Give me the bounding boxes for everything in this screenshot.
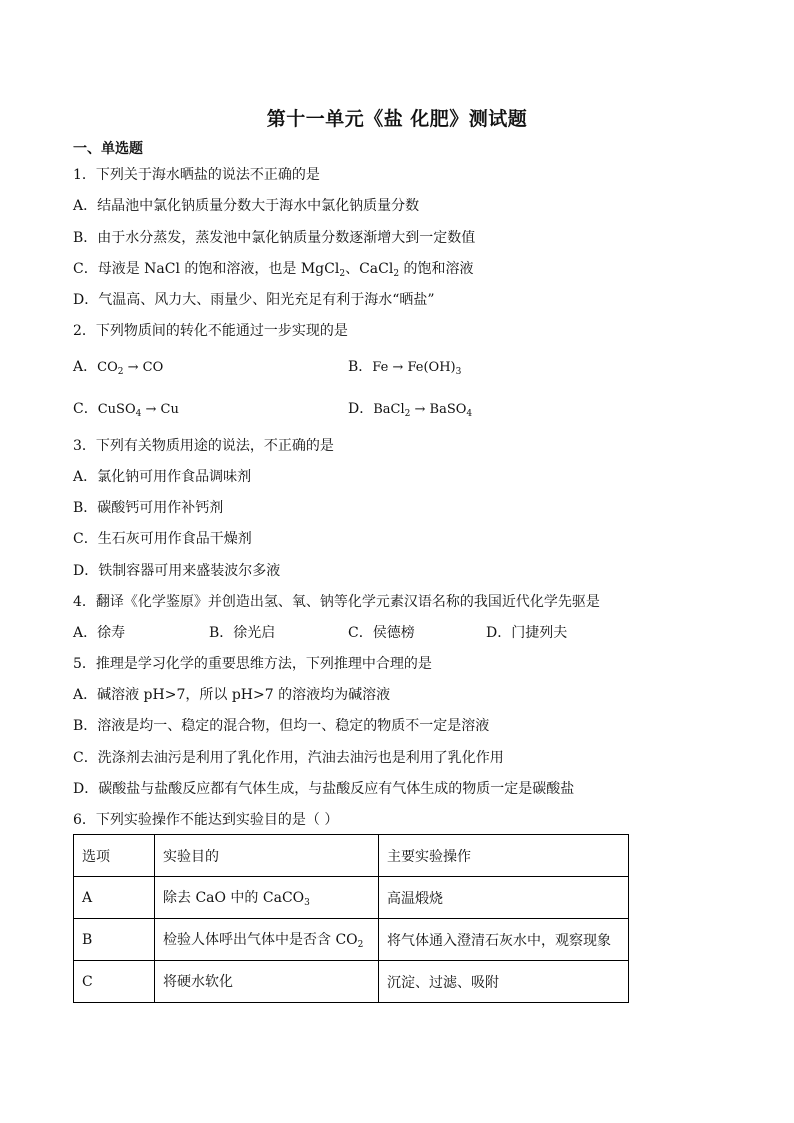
q2-option-b: B．$Fe \to Fe(OH)_3$ [348, 359, 462, 377]
table-row [74, 961, 629, 1003]
table-cell-option: C [74, 961, 155, 1003]
table-cell-goal: 检验人体呼出气体中是否含 $CO_2$ [155, 919, 379, 961]
q3-option-b: B．碳酸钙可用作补钙剂 [73, 500, 224, 516]
table-cell-goal: 将硬水软化 [155, 961, 379, 1003]
q2-option-d: D．BaCl$_2$ → BaSO$_4$ [348, 401, 473, 419]
q4-option-a: A．徐寿 [73, 625, 126, 641]
q4-option-d: D．门捷列夫 [486, 625, 568, 641]
q3-option-c: C．生石灰可用作食品干燥剂 [73, 531, 252, 547]
table-header-row [74, 835, 629, 877]
q5-option-b: B．溶液是均一、稳定的混合物，但均一、稳定的物质不一定是溶液 [73, 718, 490, 734]
table-header-cell: 选项 [74, 835, 155, 877]
q5-stem: 5．推理是学习化学的重要思维方法，下列推理中合理的是 [73, 656, 432, 672]
section-heading: 一、单选题 [73, 141, 143, 157]
table-cell-operation: 沉淀、过滤、吸附 [379, 961, 629, 1003]
q6-table [73, 834, 629, 1003]
q2-option-c: C．CuSO$_4$ → Cu [73, 401, 179, 419]
q3-option-d: D．铁制容器可用来盛装波尔多液 [73, 563, 281, 579]
table-cell-operation: 高温煅烧 [379, 877, 629, 919]
q4-stem: 4．翻译《化学鉴原》并创造出氢、氧、钠等化学元素汉语名称的我国近代化学先驱是 [73, 594, 600, 610]
q3-stem: 3．下列有关物质用途的说法，不正确的是 [73, 438, 334, 454]
table-header-cell: 主要实验操作 [379, 835, 629, 877]
q1-option-a: A．结晶池中氯化钠质量分数大于海水中氯化钠质量分数 [73, 198, 420, 214]
q2-stem: 2．下列物质间的转化不能通过一步实现的是 [73, 323, 348, 339]
q3-option-a: A．氯化钠可用作食品调味剂 [73, 469, 252, 485]
q5-option-d: D．碳酸盐与盐酸反应都有气体生成，与盐酸反应有气体生成的物质一定是碳酸盐 [73, 781, 575, 797]
q5-option-a: A．碱溶液 pH>7，所以 pH>7 的溶液均为碱溶液 [73, 687, 391, 703]
table-cell-goal: 除去 CaO 中的 CaCO$_3$ [155, 877, 379, 919]
table-row [74, 877, 629, 919]
table-cell-operation: 将气体通入澄清石灰水中，观察现象 [379, 919, 629, 961]
table-row [74, 919, 629, 961]
table-cell-option: A [74, 877, 155, 919]
q1-stem: 1．下列关于海水晒盐的说法不正确的是 [73, 167, 320, 183]
q4-option-b: B．徐光启 [209, 625, 276, 641]
q2-option-a: A．$CO_2$ → CO [73, 359, 164, 377]
table-header-cell: 实验目的 [155, 835, 379, 877]
q6-stem: 6．下列实验操作不能达到实验目的是（ ） [73, 812, 339, 828]
q4-option-c: C．侯德榜 [348, 625, 415, 641]
q1-option-b: B．由于水分蒸发，蒸发池中氯化钠质量分数逐渐增大到一定数值 [73, 230, 476, 246]
table-cell-option: B [74, 919, 155, 961]
q5-option-c: C．洗涤剂去油污是利用了乳化作用，汽油去油污也是利用了乳化作用 [73, 750, 504, 766]
q1-option-d: D．气温高、风力大、雨量少、阳光充足有利于海水“晒盐” [73, 292, 435, 308]
page-title: 第十一单元《盐 化肥》测试题 [266, 108, 528, 130]
q1-option-c: C．母液是 NaCl 的饱和溶液，也是 MgCl$_2$、CaCl$_2$ 的饱和溶液 [73, 261, 474, 279]
